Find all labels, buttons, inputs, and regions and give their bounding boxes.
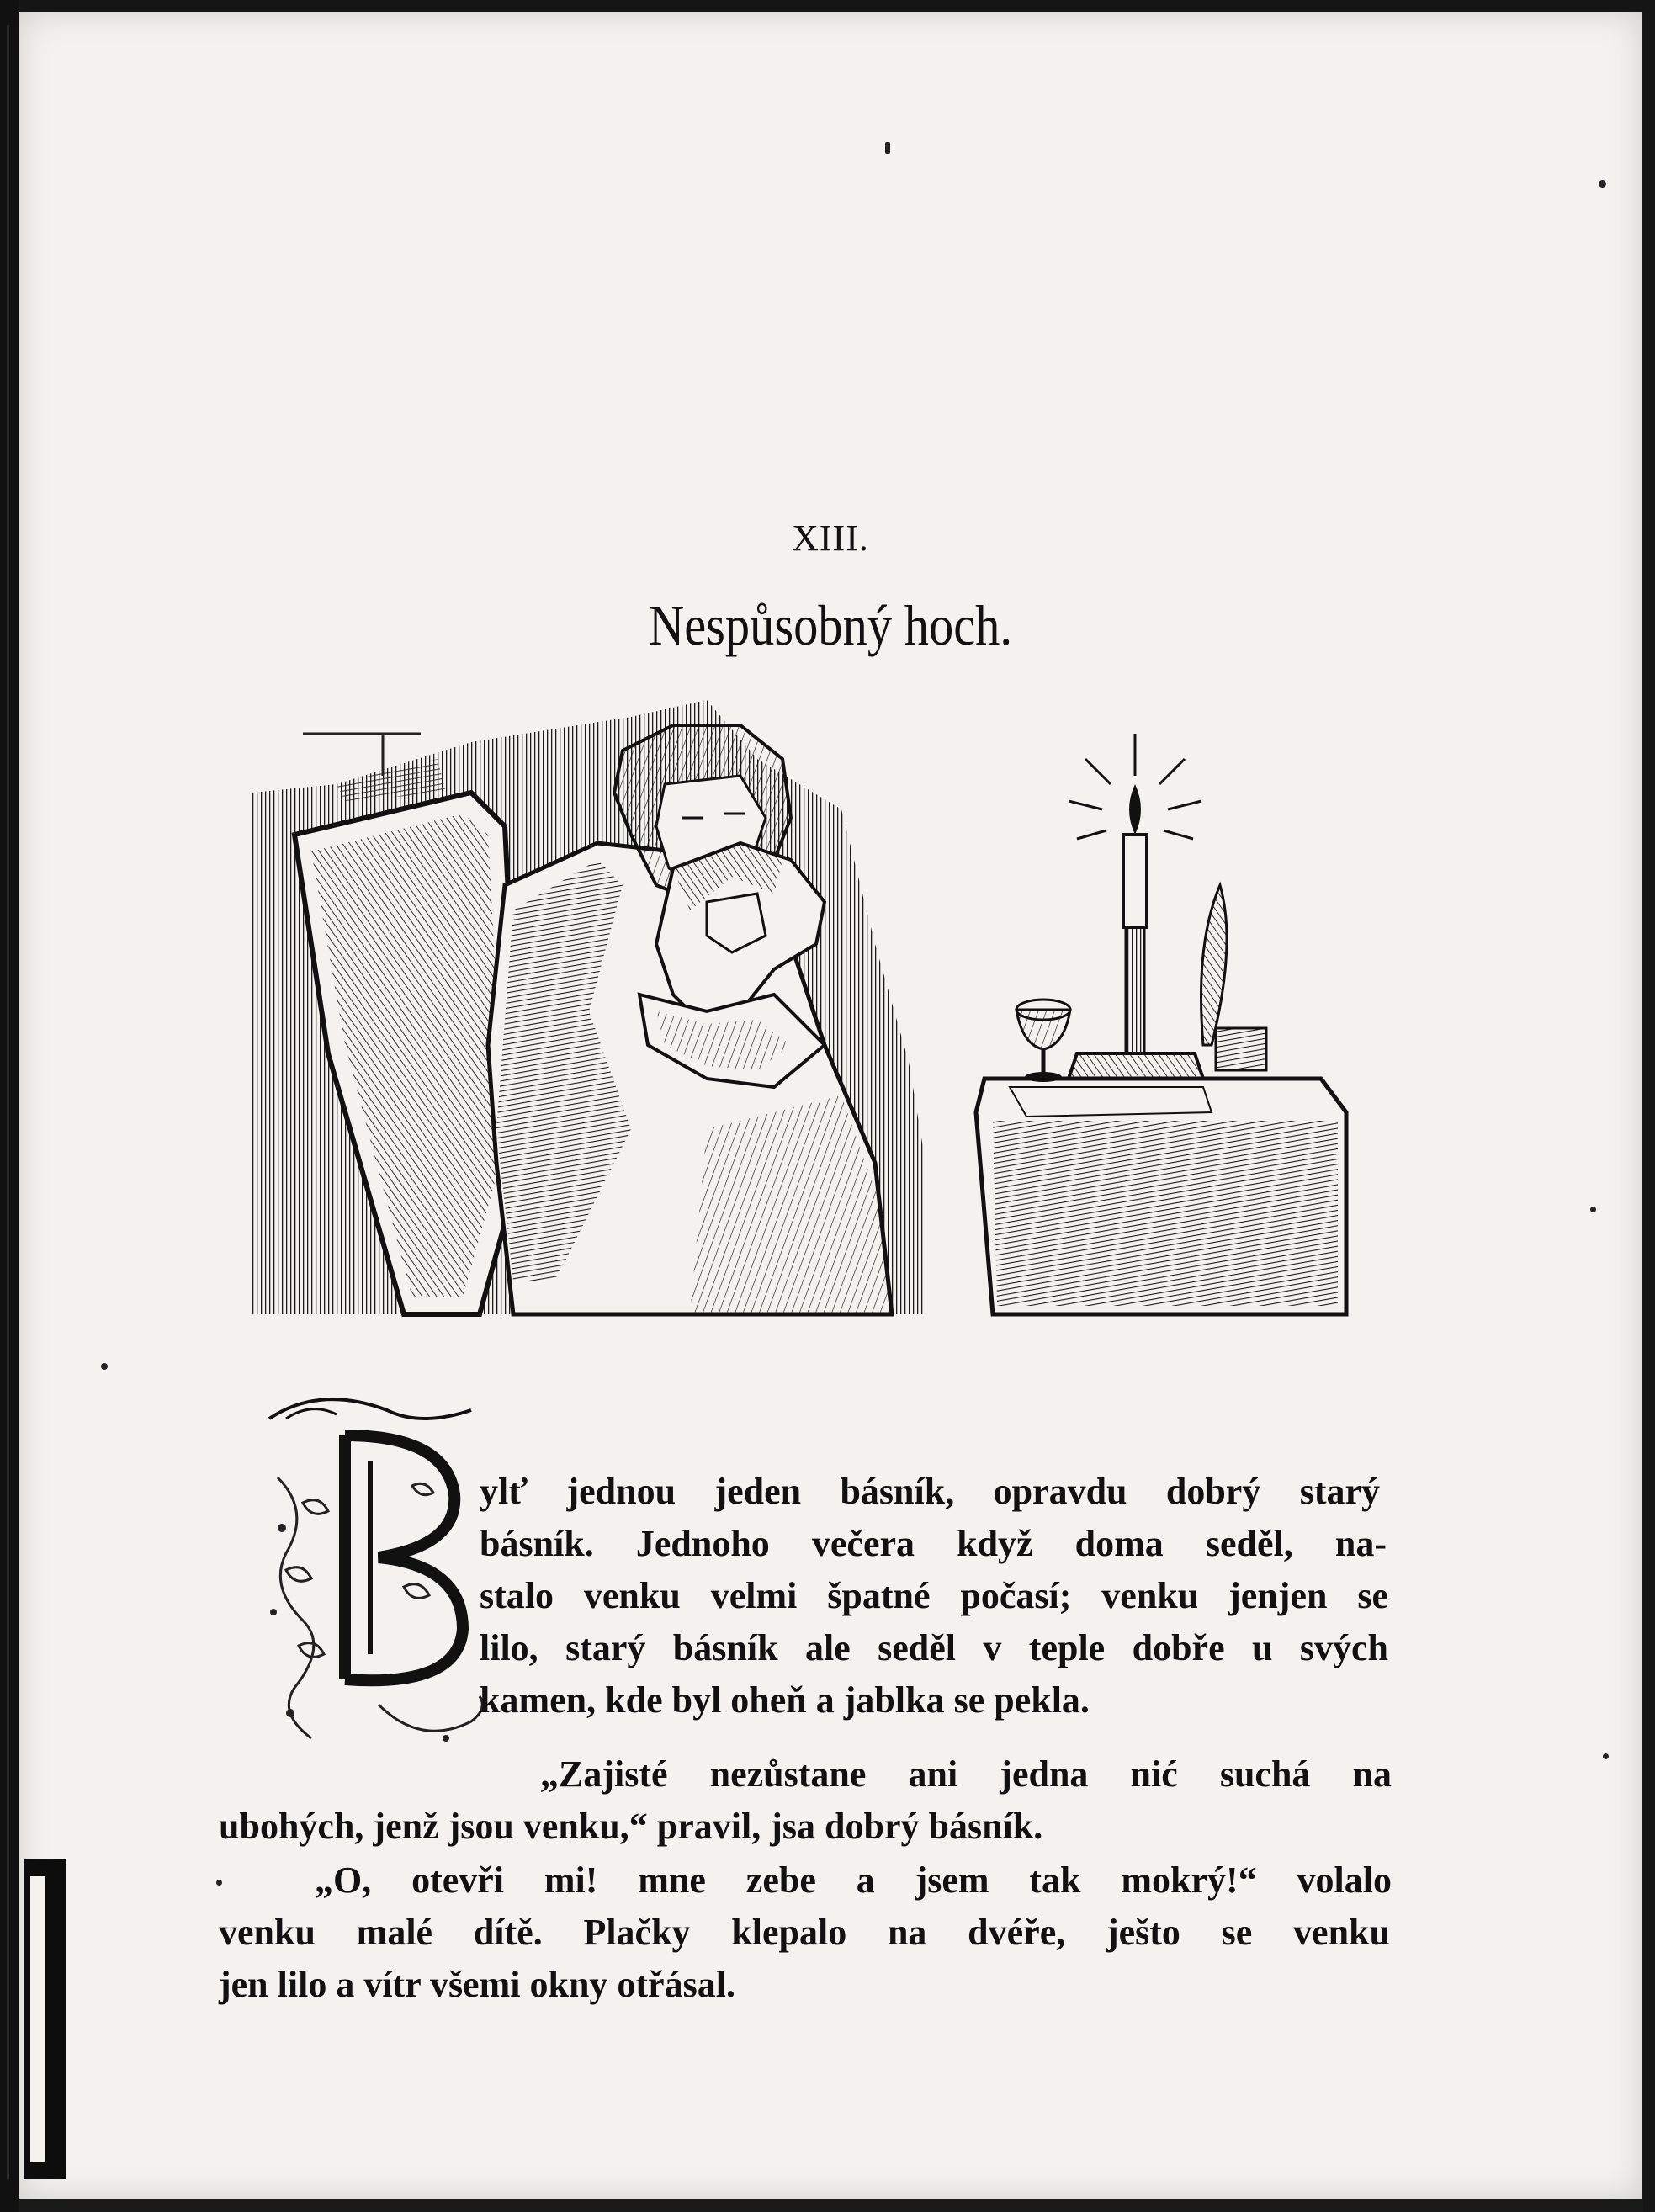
text-line: lilo, starý básník ale seděl v teple dobře u svých [480, 1627, 1388, 1668]
text-line: jen lilo a vítr všemi okny otřásal. [219, 1964, 735, 2005]
ink-speck [885, 142, 890, 154]
ornamental-initial-icon [252, 1377, 505, 1764]
text-line: kamen, kde byl oheň a jablka se pekla. [480, 1679, 1090, 1721]
text-line: stalo venku velmi špatné počasí; venku jenjen se [480, 1575, 1388, 1616]
chapter-title: Nespůsobný hoch. [648, 593, 1013, 657]
text-line: „Zajisté nezůstane ani jedna nić suchá na [540, 1753, 1392, 1795]
ink-speck [1603, 1753, 1609, 1759]
text-line: venku malé dítě. Plačky klepalo na dvéře, ješto se venku [219, 1912, 1390, 1953]
ink-speck [216, 1880, 222, 1886]
chapter-number: XIII. [792, 517, 869, 559]
ink-speck [101, 1363, 108, 1370]
engraving-illustration [236, 692, 1363, 1339]
book-page [19, 12, 1642, 2199]
ink-speck [1599, 180, 1606, 188]
text-line: „O, otevři mi! mne zebe a jsem tak mokrý!“ volalo [315, 1859, 1392, 1901]
scan-top-edge [0, 0, 1655, 12]
scan-right-edge [1643, 0, 1655, 2212]
binding-tab-inner [30, 1876, 45, 2162]
ink-speck [1590, 1207, 1596, 1212]
text-line: ubohých, jenž jsou venku,“ pravil, jsa dobrý básník. [219, 1806, 1043, 1847]
text-line: básník. Jednoho večera když doma seděl, na- [480, 1523, 1387, 1564]
scan-left-edge-line [7, 25, 9, 2179]
text-line: ylť jednou jeden básník, opravdu dobrý starý [480, 1471, 1380, 1512]
scan-left-edge [0, 0, 19, 2212]
